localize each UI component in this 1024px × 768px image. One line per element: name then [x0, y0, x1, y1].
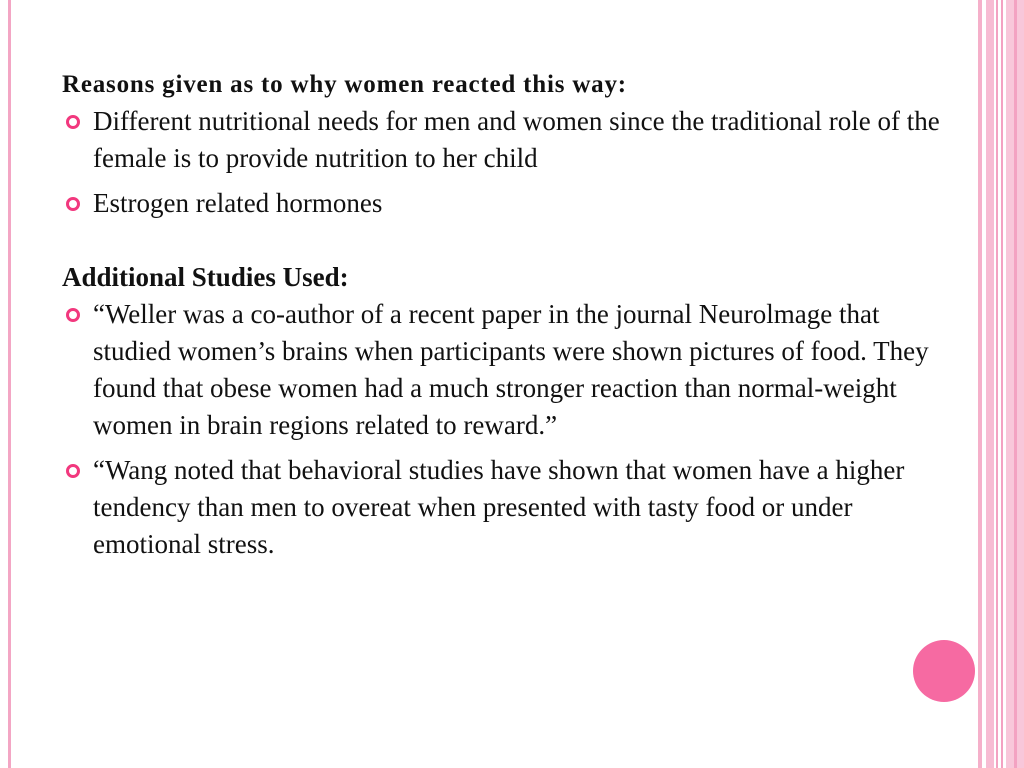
- list-item-text: Different nutritional needs for men and women since the traditional role of the female is to provide nutrition to her child: [93, 106, 940, 173]
- bullet-list-reasons: [62, 103, 942, 222]
- ring-bullet-icon: [66, 308, 80, 322]
- bullet-list-studies: [62, 296, 942, 563]
- list-item: [62, 452, 942, 563]
- slide-content: [62, 66, 942, 563]
- right-stripe: [996, 0, 998, 768]
- right-stripe: [978, 0, 982, 768]
- list-item-text: Estrogen related hormones: [93, 188, 383, 218]
- right-stripe: [1014, 0, 1017, 768]
- list-item-text: “Wang noted that behavioral studies have shown that women have a higher tendency than men to overeat when presented with tasty food or under emotional stress.: [93, 455, 905, 559]
- circle-decoration-icon: [913, 640, 975, 702]
- list-item: [62, 185, 942, 222]
- list-item-text: “Weller was a co-author of a recent paper in the journal Neurolmage that studied women’s brains when participants were shown pictures of food. They found that obese women had a much stronger reaction than normal-weight women in brain regions related to reward.”: [93, 299, 929, 440]
- right-stripe: [986, 0, 994, 768]
- ring-bullet-icon: [66, 197, 80, 211]
- section-heading-reasons: Reasons given as to why women reacted this way:: [62, 71, 627, 98]
- ring-bullet-icon: [66, 115, 80, 129]
- list-item: [62, 103, 942, 177]
- section-heading-studies: Additional Studies Used:: [62, 262, 349, 292]
- list-item: [62, 296, 942, 444]
- left-border-line: [8, 0, 11, 768]
- ring-bullet-icon: [66, 464, 80, 478]
- right-stripe: [1001, 0, 1003, 768]
